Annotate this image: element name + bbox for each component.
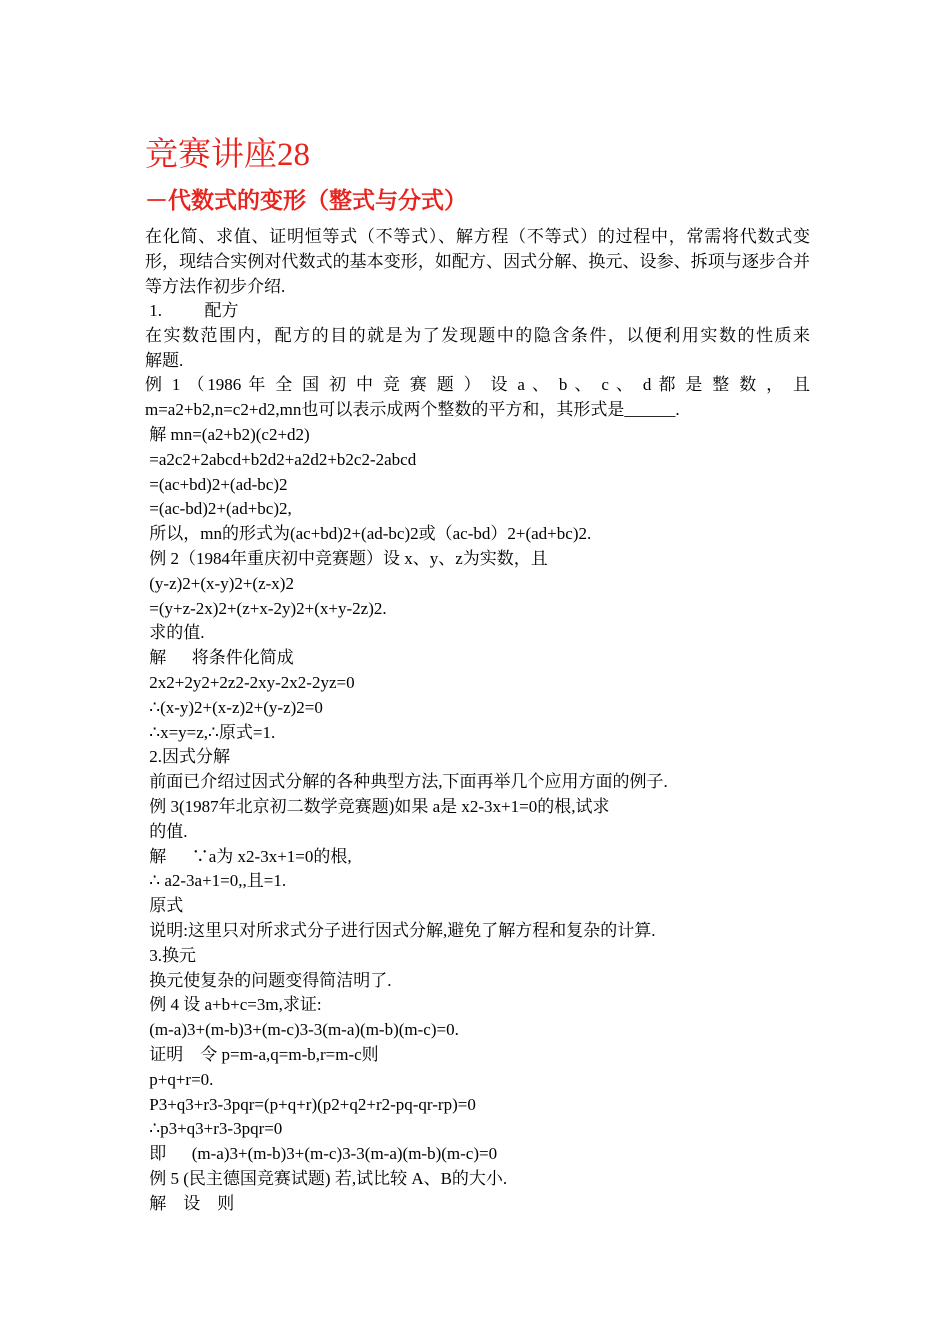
text-line: 解 ∵a为 x2-3x+1=0的根, [145,846,352,866]
intro-paragraph: 在化简、求值、证明恒等式（不等式）、解方程（不等式）的过程中，常需将代数式变形，现结合实例对代数式的基本变形，如配方、因式分解、换元、设参、拆项与逐步合并等方法作初步介绍. [145,227,810,296]
text-line: ∴x=y=z,∴原式=1. [145,722,276,742]
text-line: 1. 配方 [145,301,239,320]
text-line: 原式 [145,896,184,916]
lecture-title: 竞赛讲座28 [145,137,310,173]
text-line: 的值. [145,821,188,841]
text-line: =(ac-bd)2+(ad+bc)2, [145,499,292,519]
text-line: 说明:这里只对所求式分子进行因式分解,避免了解方程和复杂的计算. [145,920,656,940]
text-line: 解 设 则 [145,1193,235,1213]
text-line: P3+q3+r3-3pqr=(p+q+r)(p2+q2+r2-pq-qr-rp)=0 [145,1094,476,1114]
text-line: 证明 令 p=m-a,q=m-b,r=m-c则 [145,1044,379,1064]
text-line: ∴(x-y)2+(x-z)2+(y-z)2=0 [145,697,323,717]
text-line: =(ac+bd)2+(ad-bc)2 [145,474,288,494]
text-line: 2.因式分解 [145,747,230,767]
text-line: 即 (m-a)3+(m-b)3+(m-c)3-3(m-a)(m-b)(m-c)=0 [145,1144,498,1164]
text-line: 例 5 (民主德国竞赛试题) 若,试比较 A、B的大小. [145,1168,508,1188]
text-line: ∴p3+q3+r3-3pqr=0 [145,1119,283,1139]
text-line: (y-z)2+(x-y)2+(z-x)2 [145,573,294,593]
text-line: (m-a)3+(m-b)3+(m-c)3-3(m-a)(m-b)(m-c)=0. [145,1020,459,1040]
text-line: 换元使复杂的问题变得简洁明了. [145,970,392,990]
text-line: 解题. [145,350,184,370]
text-line: 例 2（1984年重庆初中竞赛题）设 x、y、z为实数，且 [145,548,548,568]
text-line: 解 将条件化简成 [145,648,294,668]
text-line: ∴ a2-3a+1=0,,且=1. [145,871,287,891]
text-line: =a2c2+2abcd+b2d2+a2d2+b2c2-2abcd [145,449,417,469]
text-line: 例 4 设 a+b+c=3m,求证: [145,995,322,1015]
text-line: 例 3(1987年北京初二数学竞赛题)如果 a是 x2-3x+1=0的根,试求 [145,796,610,816]
text-line: 2x2+2y2+2z2-2xy-2x2-2yz=0 [145,672,355,692]
lecture-subtitle: －代数式的变形（整式与分式） [145,188,467,213]
text-line: =(y+z-2x)2+(z+x-2y)2+(x+y-2z)2. [145,598,387,618]
text-line: 3.换元 [145,945,196,965]
text-line: 例 1 （1986 年 全 国 初 中 竞 赛 题 ） 设 a 、 b 、 c 、 d 都 是 整 数 ， 且 [145,375,810,395]
body-text [145,299,810,1216]
text-line: 求的值. [145,623,205,643]
text-line: 在实数范围内，配方的目的就是为了发现题中的隐含条件，以便利用实数的性质来 [145,325,810,345]
text-line: m=a2+b2,n=c2+d2,mn也可以表示成两个整数的平方和，其形式是______. [145,400,680,420]
text-line: 解 mn=(a2+b2)(c2+d2) [145,424,310,444]
text-line: p+q+r=0. [145,1069,214,1089]
text-line: 前面已介绍过因式分解的各种典型方法,下面再举几个应用方面的例子. [145,772,668,792]
text-line: 所以，mn的形式为(ac+bd)2+(ad-bc)2或（ac-bd）2+(ad+bc)2. [145,524,592,544]
